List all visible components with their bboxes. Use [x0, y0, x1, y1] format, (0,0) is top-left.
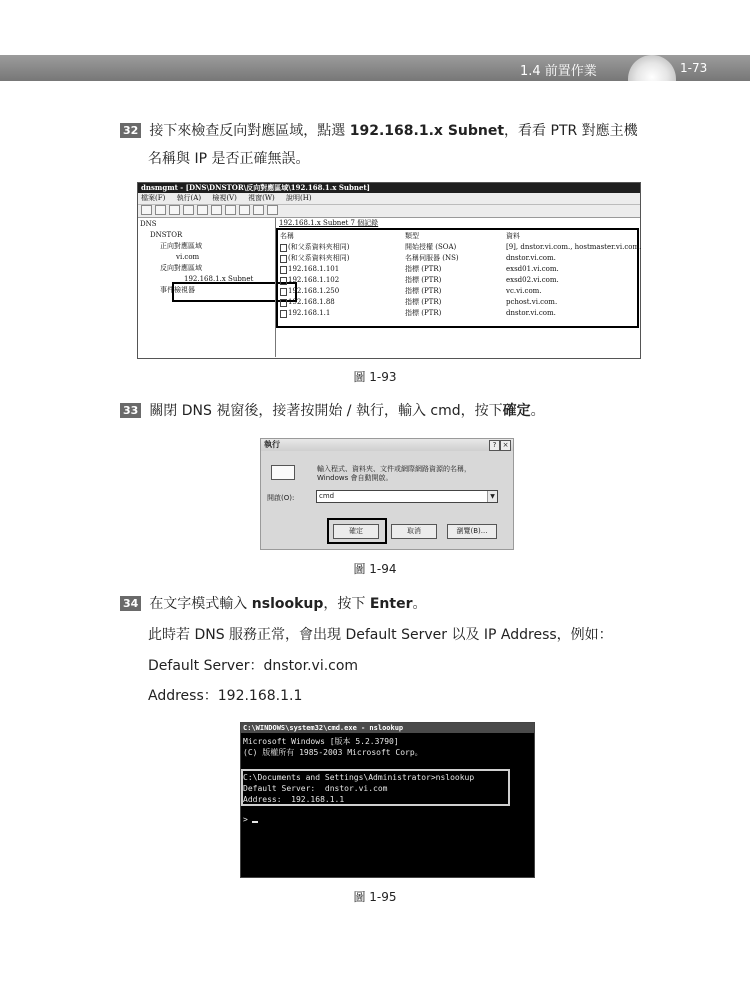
record-data: [9], dnstor.vi.com., hostmaster.vi.com. — [506, 243, 642, 251]
ok-button[interactable]: 確定 — [333, 524, 379, 539]
record-icon — [280, 266, 287, 274]
step-32-line2: 名稱與 IP 是否正確無誤。 — [148, 151, 310, 167]
cursor — [252, 821, 258, 823]
tree-toggle-icon[interactable] — [183, 205, 194, 215]
dialog-title: 執行 — [261, 439, 513, 451]
console-line: Default Server: dnstor.vi.com — [243, 784, 388, 793]
menu-item[interactable]: 檔案(F) — [141, 194, 166, 202]
step-text: 在文字模式輸入 — [149, 596, 252, 612]
export-icon[interactable] — [225, 205, 236, 215]
list-header — [280, 231, 632, 242]
menu-bar — [138, 193, 640, 205]
step-bold: nslookup — [251, 596, 324, 612]
record-type: 開始授權 (SOA) — [405, 243, 457, 251]
cancel-button[interactable]: 取消 — [391, 524, 437, 539]
toolbar — [138, 205, 640, 218]
server-icon[interactable] — [253, 205, 264, 215]
record-icon — [280, 310, 287, 318]
record-type: 指標 (PTR) — [405, 298, 442, 306]
step-33 — [120, 398, 545, 424]
chevron-down-icon[interactable]: ▼ — [487, 491, 497, 502]
record-name: 192.168.1.88 — [288, 298, 335, 306]
step-34 — [120, 591, 426, 617]
step-text: 。 — [530, 403, 545, 419]
list-item[interactable] — [280, 253, 632, 264]
console-line: Address: 192.168.1.1 — [243, 795, 345, 804]
description-line: 輸入程式、資料夾、文件或網際網路資源的名稱， — [317, 465, 471, 473]
list-item[interactable] — [280, 242, 642, 253]
record-icon — [280, 288, 287, 296]
step-text: 。 — [412, 596, 427, 612]
tree-item-subnet[interactable]: 192.168.1.x Subnet — [184, 275, 254, 283]
close-button[interactable]: × — [500, 440, 511, 451]
step-text: 接下來檢查反向對應區域，點選 — [149, 123, 350, 139]
figure-caption: 圖 1-93 — [353, 370, 397, 384]
console-line: (C) 版權所有 1985-2003 Microsoft Corp。 — [243, 748, 423, 757]
record-data: dnstor.vi.com. — [506, 309, 556, 317]
record-icon — [280, 244, 287, 252]
figure-caption: 圖 1-94 — [353, 562, 397, 576]
column-header-name[interactable]: 名稱 — [280, 232, 294, 240]
forward-icon[interactable] — [155, 205, 166, 215]
list-item[interactable] — [280, 286, 632, 297]
record-icon — [280, 277, 287, 285]
step-bold: Enter — [369, 596, 413, 612]
step-bold: 192.168.1.x Subnet — [349, 123, 505, 139]
record-type: 指標 (PTR) — [405, 265, 442, 273]
record-name: 192.168.1.102 — [288, 276, 340, 284]
tree-item-dns[interactable]: DNS — [140, 220, 157, 228]
open-label: 開啟(O): — [267, 494, 295, 502]
records-list — [280, 231, 642, 319]
step-32 — [120, 118, 638, 144]
tree-item-forward-zones[interactable]: 正向對應區域 — [160, 242, 202, 250]
header-tab-decoration — [628, 55, 676, 81]
properties-icon[interactable] — [197, 205, 208, 215]
run-dialog-screenshot — [260, 438, 514, 550]
tree-item-vi-com[interactable]: vi.com — [176, 253, 200, 261]
zone-icon[interactable] — [267, 205, 278, 215]
console-line: C:\Documents and Settings\Administrator>nslookup — [243, 773, 475, 782]
tree-item-reverse-zones[interactable]: 反向對應區域 — [160, 264, 202, 272]
step-number: 34 — [120, 596, 141, 611]
console-prompt[interactable] — [243, 815, 258, 825]
help-button[interactable]: ? — [489, 440, 500, 451]
record-type: 名稱伺服器 (NS) — [405, 254, 459, 262]
records-path: 192.168.1.x Subnet 7 個記錄 — [279, 219, 379, 227]
description-line: Windows 會自動開啟。 — [317, 474, 393, 482]
dialog-description — [317, 465, 471, 483]
step-bold: 確定 — [502, 403, 531, 419]
menu-item[interactable]: 說明(H) — [286, 194, 312, 202]
open-input[interactable] — [316, 490, 498, 503]
section-title: 1.4 前置作業 — [520, 64, 597, 79]
step-text: ，看看 PTR 對應主機 — [504, 123, 638, 139]
records-pane — [275, 218, 640, 357]
cmd-title: C:\WINDOWS\system32\cmd.exe - nslookup — [241, 723, 534, 733]
record-data: pchost.vi.com. — [506, 298, 558, 306]
list-item[interactable] — [280, 308, 632, 319]
record-name: (和父系資料夾相同) — [288, 254, 350, 262]
menu-item[interactable]: 檢視(V) — [212, 194, 237, 202]
record-name: (和父系資料夾相同) — [288, 243, 350, 251]
dns-window-screenshot — [137, 182, 641, 359]
step-number: 32 — [120, 123, 141, 138]
up-icon[interactable] — [169, 205, 180, 215]
record-data: exsd01.vi.com. — [506, 265, 559, 273]
list-item[interactable] — [280, 264, 632, 275]
prompt-text: > — [243, 815, 248, 824]
menu-item[interactable]: 執行(A) — [176, 194, 202, 202]
record-type: 指標 (PTR) — [405, 276, 442, 284]
back-icon[interactable] — [141, 205, 152, 215]
record-type: 指標 (PTR) — [405, 309, 442, 317]
column-header-data[interactable]: 資料 — [506, 232, 520, 240]
step-number: 33 — [120, 403, 141, 418]
page-number: 1-73 — [680, 61, 708, 75]
record-data: exsd02.vi.com. — [506, 276, 559, 284]
refresh-icon[interactable] — [211, 205, 222, 215]
tree-item-event-viewer[interactable]: 事件檢視器 — [160, 286, 195, 294]
open-input-value: cmd — [319, 492, 335, 500]
record-data: vc.vi.com. — [506, 287, 542, 295]
step-text: ，按下 — [323, 596, 370, 612]
list-item[interactable] — [280, 297, 632, 308]
record-icon — [280, 255, 287, 263]
list-item[interactable] — [280, 275, 632, 286]
step-text: 關閉 DNS 視窗後，接著按開始 / 執行，輸入 cmd，按下 — [149, 403, 503, 419]
console-line: Microsoft Windows [版本 5.2.3790] — [243, 737, 399, 746]
example-address: Address：192.168.1.1 — [148, 688, 303, 704]
example-server: Default Server：dnstor.vi.com — [148, 658, 359, 674]
record-type: 指標 (PTR) — [405, 287, 442, 295]
explanation-text: 此時若 DNS 服務正常，會出現 Default Server 以及 IP Address，例如： — [148, 627, 613, 643]
help-icon[interactable] — [239, 205, 250, 215]
cmd-window-screenshot — [240, 722, 535, 878]
figure-caption: 圖 1-95 — [353, 890, 397, 904]
browse-button[interactable]: 瀏覽(B)... — [447, 524, 497, 539]
page-header — [0, 55, 750, 81]
record-icon — [280, 299, 287, 307]
window-title: dnsmgmt - [DNS\DNSTOR\反向對應區域\192.168.1.x Subnet] — [138, 183, 640, 193]
run-icon — [271, 465, 295, 480]
menu-item[interactable]: 視窗(W) — [248, 194, 275, 202]
column-header-type[interactable]: 類型 — [405, 232, 419, 240]
record-name: 192.168.1.250 — [288, 287, 340, 295]
record-name: 192.168.1.101 — [288, 265, 340, 273]
record-data: dnstor.vi.com. — [506, 254, 556, 262]
tree-item-dnstor[interactable]: DNSTOR — [150, 231, 183, 239]
record-name: 192.168.1.1 — [288, 309, 331, 317]
